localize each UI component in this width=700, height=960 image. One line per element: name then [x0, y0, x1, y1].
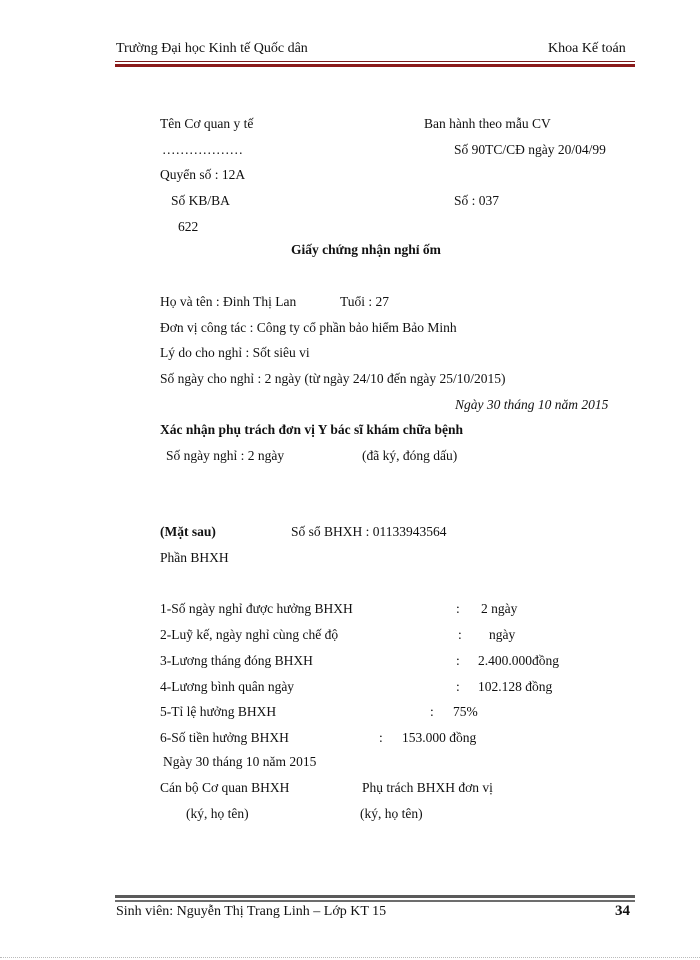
document-title: Giấy chứng nhận nghỉ ốm [291, 242, 441, 257]
kb-number: 622 [178, 219, 199, 234]
bhxh-row-value: 75% [453, 704, 478, 719]
footer-student: Sinh viên: Nguyễn Thị Trang Linh – Lớp KT 15 [116, 904, 387, 919]
bhxh-row-separator: : [456, 679, 460, 694]
document-number: Số : 037 [454, 193, 500, 208]
agency-dots: ……………… [162, 142, 243, 157]
bhxh-row-value: ngày [489, 627, 516, 642]
header-department: Khoa Kế toán [548, 41, 626, 56]
back-label: (Mặt sau) [160, 524, 216, 539]
bhxh-row-value: 2 ngày [481, 601, 518, 616]
confirm-signature: (đã ký, đóng dấu) [362, 448, 458, 463]
bhxh-section: Phần BHXH [160, 550, 229, 565]
template-note: Ban hành theo mẫu CV [424, 116, 551, 131]
bhxh-row-label: 2-Luỹ kế, ngày nghỉ cùng chế độ [160, 627, 339, 642]
bhxh-row-label: 6-Số tiền hưởng BHXH [160, 730, 289, 745]
agency-label: Tên Cơ quan y tế [160, 116, 254, 131]
bhxh-row-separator: : [458, 627, 462, 642]
bhxh-number: Số sổ BHXH : 01133943564 [291, 524, 447, 539]
patient-age: Tuổi : 27 [340, 294, 390, 309]
back-date: Ngày 30 tháng 10 năm 2015 [163, 754, 317, 769]
leave-reason: Lý do cho nghỉ : Sốt siêu vi [160, 345, 310, 360]
bhxh-row-label: 5-Tỉ lệ hưởng BHXH [160, 704, 277, 719]
signature-right-note: (ký, họ tên) [360, 806, 423, 821]
bhxh-row-label: 1-Số ngày nghỉ được hưởng BHXH [160, 601, 353, 616]
kb-label: Số KB/BA [171, 193, 230, 208]
template-ref: Số 90TC/CĐ ngày 20/04/99 [454, 142, 606, 157]
page-bottom-border [0, 957, 700, 958]
signature-right-title: Phụ trách BHXH đơn vị [362, 780, 493, 795]
signature-left-title: Cán bộ Cơ quan BHXH [160, 780, 290, 795]
footer-rule-thin [115, 900, 635, 902]
book-number: Quyển số : 12A [160, 167, 246, 182]
workplace: Đơn vị công tác : Công ty cổ phần bảo hiểm Bảo Minh [160, 320, 457, 335]
signature-left-note: (ký, họ tên) [186, 806, 249, 821]
bhxh-row-label: 3-Lương tháng đóng BHXH [160, 653, 313, 668]
bhxh-row-value: 2.400.000đồng [478, 653, 559, 668]
days-off: Số ngày cho nghỉ : 2 ngày (từ ngày 24/10 đến ngày 25/10/2015) [160, 371, 506, 386]
confirm-heading: Xác nhận phụ trách đơn vị Y bác sĩ khám chữa bệnh [160, 422, 464, 437]
bhxh-row-separator: : [456, 601, 460, 616]
bhxh-row-label: 4-Lương bình quân ngày [160, 679, 295, 694]
header-rule-thick [115, 64, 635, 67]
header-rule-thin [115, 61, 635, 62]
bhxh-row-separator: : [379, 730, 383, 745]
bhxh-row-separator: : [430, 704, 434, 719]
bhxh-row-separator: : [456, 653, 460, 668]
date-signed: Ngày 30 tháng 10 năm 2015 [455, 397, 609, 412]
footer-rule-thick [115, 895, 635, 898]
header-school: Trường Đại học Kinh tế Quốc dân [116, 41, 308, 56]
page-number: 34 [615, 903, 630, 919]
confirm-days: Số ngày nghỉ : 2 ngày [166, 448, 285, 463]
bhxh-row-value: 102.128 đồng [478, 679, 553, 694]
patient-name: Họ và tên : Đinh Thị Lan [160, 294, 297, 309]
bhxh-row-value: 153.000 đồng [402, 730, 477, 745]
